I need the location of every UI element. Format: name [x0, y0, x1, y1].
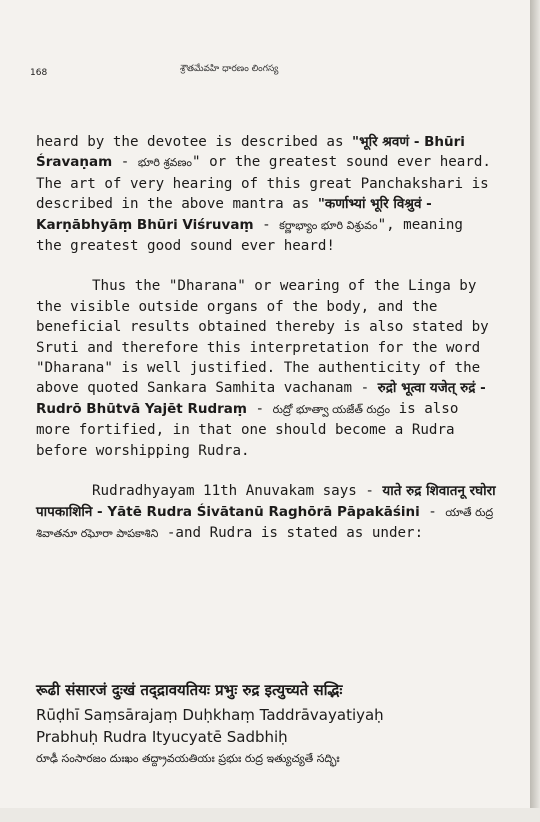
sanskrit-term: "भूरि श्रवणं - Bhūri Śravaṇam [36, 134, 465, 171]
sanskrit-term: याते रुद्र शिवातनू रघोरा पापकाशिनि - Yātē Rudra Śivātanū Raghōrā Pāpakāśini [36, 483, 496, 520]
body-text [36, 132, 496, 544]
verse-transliteration-2: Prabhuḥ Rudra Ityucyatē Sadbhiḥ [36, 728, 288, 746]
telugu-term: భూరి శ్రవణం [137, 156, 192, 170]
page-number: 168 [30, 68, 48, 78]
running-title: శ్రౌతమేవహి ధారణం లింగస్య [180, 64, 279, 74]
telugu-term: రుద్రో భూత్వా యజేత్ రుద్రం [272, 402, 391, 416]
telugu-term: కర్ణాభ్యాం భూరి విశ్రువం [279, 218, 378, 232]
scan-border [0, 808, 540, 822]
verse-devanagari: रूढी संसारजं दुःखं तद्द्रावयतियः प्रभुः रुद्र इत्युच्यते सद्भिः [36, 681, 343, 699]
paragraph-2: Thus the "Dharana" or wearing of the Linga by the visible outside organs of the body, and the beneficial results obtained thereby is also stated by Sruti and therefore this interpretation for the word "Dharana" is well justified. The authenticity of the above quoted Sankara Samhita vachanam - रुद्रो भूत्वा यजेत् रुद्रं - Rudrō Bhūtvā Yajēt Rudraṃ - రుద్రో భూత్వా యజేత్ రుద్రం is also more fortified, in that one should become a Rudra before worshipping Rudra. [36, 278, 489, 459]
paragraph-3: Rudradhyayam 11th Anuvakam says - याते रुद्र शिवातनू रघोरा पापकाशिनि - Yātē Rudra Śivātanū Raghōrā Pāpakāśini - యాతే రుద్ర శివాతనూ రఘోరా పాపకాశిని -and Rudra is stated as under: [36, 483, 496, 541]
page-edge [530, 0, 540, 822]
telugu-term: యాతే రుద్ర శివాతనూ రఘోరా పాపకాశిని [36, 505, 494, 540]
verse-block [36, 680, 506, 768]
verse-transliteration-1: Rūḍhī Saṃsārajaṃ Duḥkhaṃ Taddrāvayatiyaḥ [36, 706, 384, 724]
sanskrit-term: रुद्रो भूत्वा यजेत् रुद्रं - Rudrō Bhūtvā Yajēt Rudraṃ [36, 380, 486, 417]
paragraph-1: heard by the devotee is described as "भूरि श्रवणं - Bhūri Śravaṇam - భూరి శ్రవణం" or the greatest sound ever heard. The art of very hearing of this great Panchakshari is described in the above mantra as "कर्णाभ्यां भूरि विश्रुवं - Karṇābhyāṃ Bhūri Viśruvaṃ - కర్ణాభ్యాం భూరి విశ్రువం", meaning the greatest good sound ever heard! [36, 134, 491, 255]
verse-telugu: రూఢీ సంసారజం దుఃఖం తద్ద్రావయతియః ప్రభుః రుద్ర ఇత్యుచ్యతే సద్భిః [36, 752, 340, 765]
sanskrit-term: "कर्णाभ्यां भूरि विश्रुवं - Karṇābhyāṃ Bhūri Viśruvaṃ [36, 196, 432, 233]
